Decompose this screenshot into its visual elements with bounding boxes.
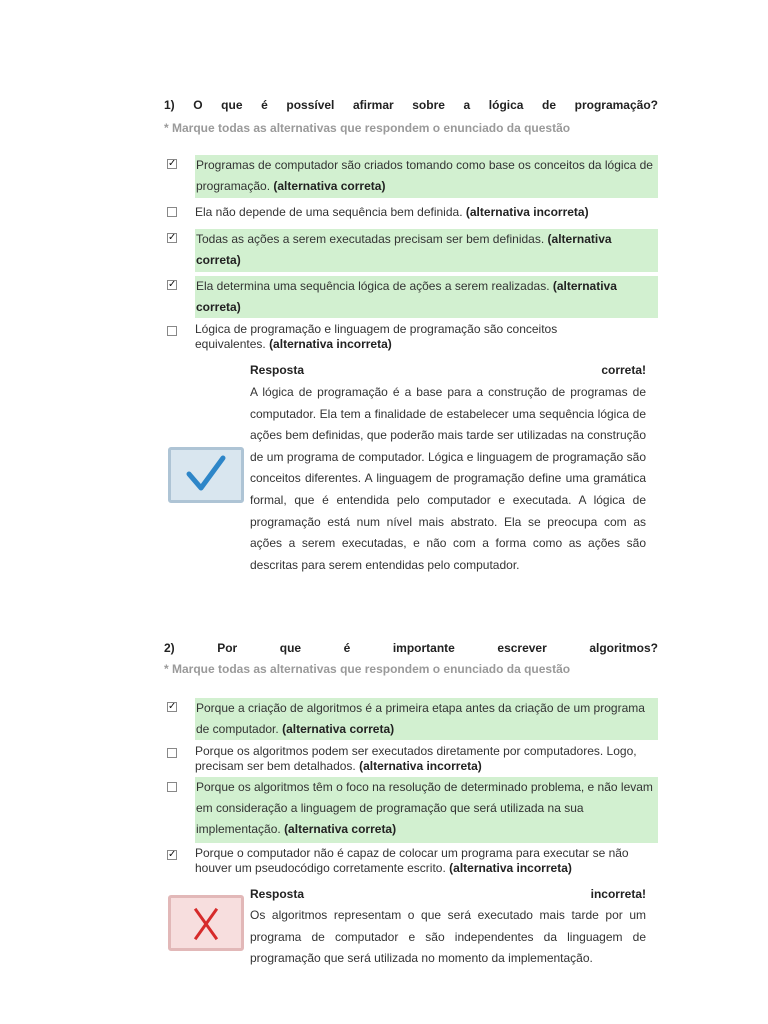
question-2-option-2-checkbox[interactable] xyxy=(167,748,177,758)
question-2-option-1-checkbox[interactable] xyxy=(167,702,177,712)
question-1-option-1[interactable]: Programas de computador são criados tomando como base os conceitos da lógica de programação. (alternativa correta) xyxy=(195,155,658,198)
question-1-option-5-checkbox[interactable] xyxy=(167,326,177,336)
question-2-option-3-checkbox[interactable] xyxy=(167,782,177,792)
x-icon xyxy=(171,898,241,948)
question-1-option-2[interactable]: Ela não depende de uma sequência bem definida. (alternativa incorreta) xyxy=(195,205,589,219)
question-1-feedback-text: A lógica de programação é a base para a construção de programas de computador. Ela tem a finalidade de estabelecer uma sequência lógica de ações bem definidas, que poderão mais tarde ser utilizadas na construção de um programa de computador. Lógica e linguagem de programação são conceitos diferentes. A linguagem de programação define uma gramática formal, que é entendida pelo computador e executada. A lógica de programação está num nível mais abstrato. Ela se preocupa com as ações a serem executadas, e não com a forma como as ações são descritas para serem entendidas pelo computador. xyxy=(250,385,646,572)
question-1-title: 1) O que é possível afirmar sobre a lógica de programação? xyxy=(164,98,658,112)
question-2-option-3[interactable]: Porque os algoritmos têm o foco na resolução de determinado problema, e não levam em consideração a linguagem de programação que será utilizada na sua implementação. (alternativa correta) xyxy=(195,777,658,843)
question-1-option-2-checkbox[interactable] xyxy=(167,207,177,217)
question-2-result-badge xyxy=(168,895,244,951)
question-2-feedback-title: Resposta incorreta! xyxy=(250,887,646,901)
question-2-option-4[interactable]: Porque o computador não é capaz de colocar um programa para executar se não houver um pseudocódigo corretamente escrito. (alternativa incorreta) xyxy=(195,846,629,875)
question-1-option-5[interactable]: Lógica de programação e linguagem de programação são conceitos equivalentes. (alternativa incorreta) xyxy=(195,322,558,351)
question-1-result-badge xyxy=(168,447,244,503)
question-1-option-4[interactable]: Ela determina uma sequência lógica de ações a serem realizadas. (alternativa correta) xyxy=(195,276,658,318)
question-1-option-3[interactable]: Todas as ações a serem executadas precisam ser bem definidas. (alternativa correta) xyxy=(195,229,658,272)
question-2-hint: * Marque todas as alternativas que respondem o enunciado da questão xyxy=(164,662,571,676)
question-1-option-4-checkbox[interactable] xyxy=(167,280,177,290)
question-2-title: 2) Por que é importante escrever algoritmos? xyxy=(164,641,658,655)
question-1-option-3-checkbox[interactable] xyxy=(167,233,177,243)
question-2-option-2[interactable]: Porque os algoritmos podem ser executados diretamente por computadores. Logo, precisam ser bem detalhados. (alternativa incorreta) xyxy=(195,744,637,773)
question-2-option-4-checkbox[interactable] xyxy=(167,850,177,860)
question-1-option-1-checkbox[interactable] xyxy=(167,159,177,169)
question-2-option-1[interactable]: Porque a criação de algoritmos é a primeira etapa antes da criação de um programa de computador. (alternativa correta) xyxy=(195,698,658,740)
check-icon xyxy=(171,450,241,500)
question-2-feedback-text: Os algoritmos representam o que será executado mais tarde por um programa de computador e são independentes da linguagem de programação que será utilizada no momento da implementação. xyxy=(250,908,646,966)
question-1-feedback-title: Resposta correta! xyxy=(250,363,646,377)
question-1-hint: * Marque todas as alternativas que respondem o enunciado da questão xyxy=(164,121,571,135)
